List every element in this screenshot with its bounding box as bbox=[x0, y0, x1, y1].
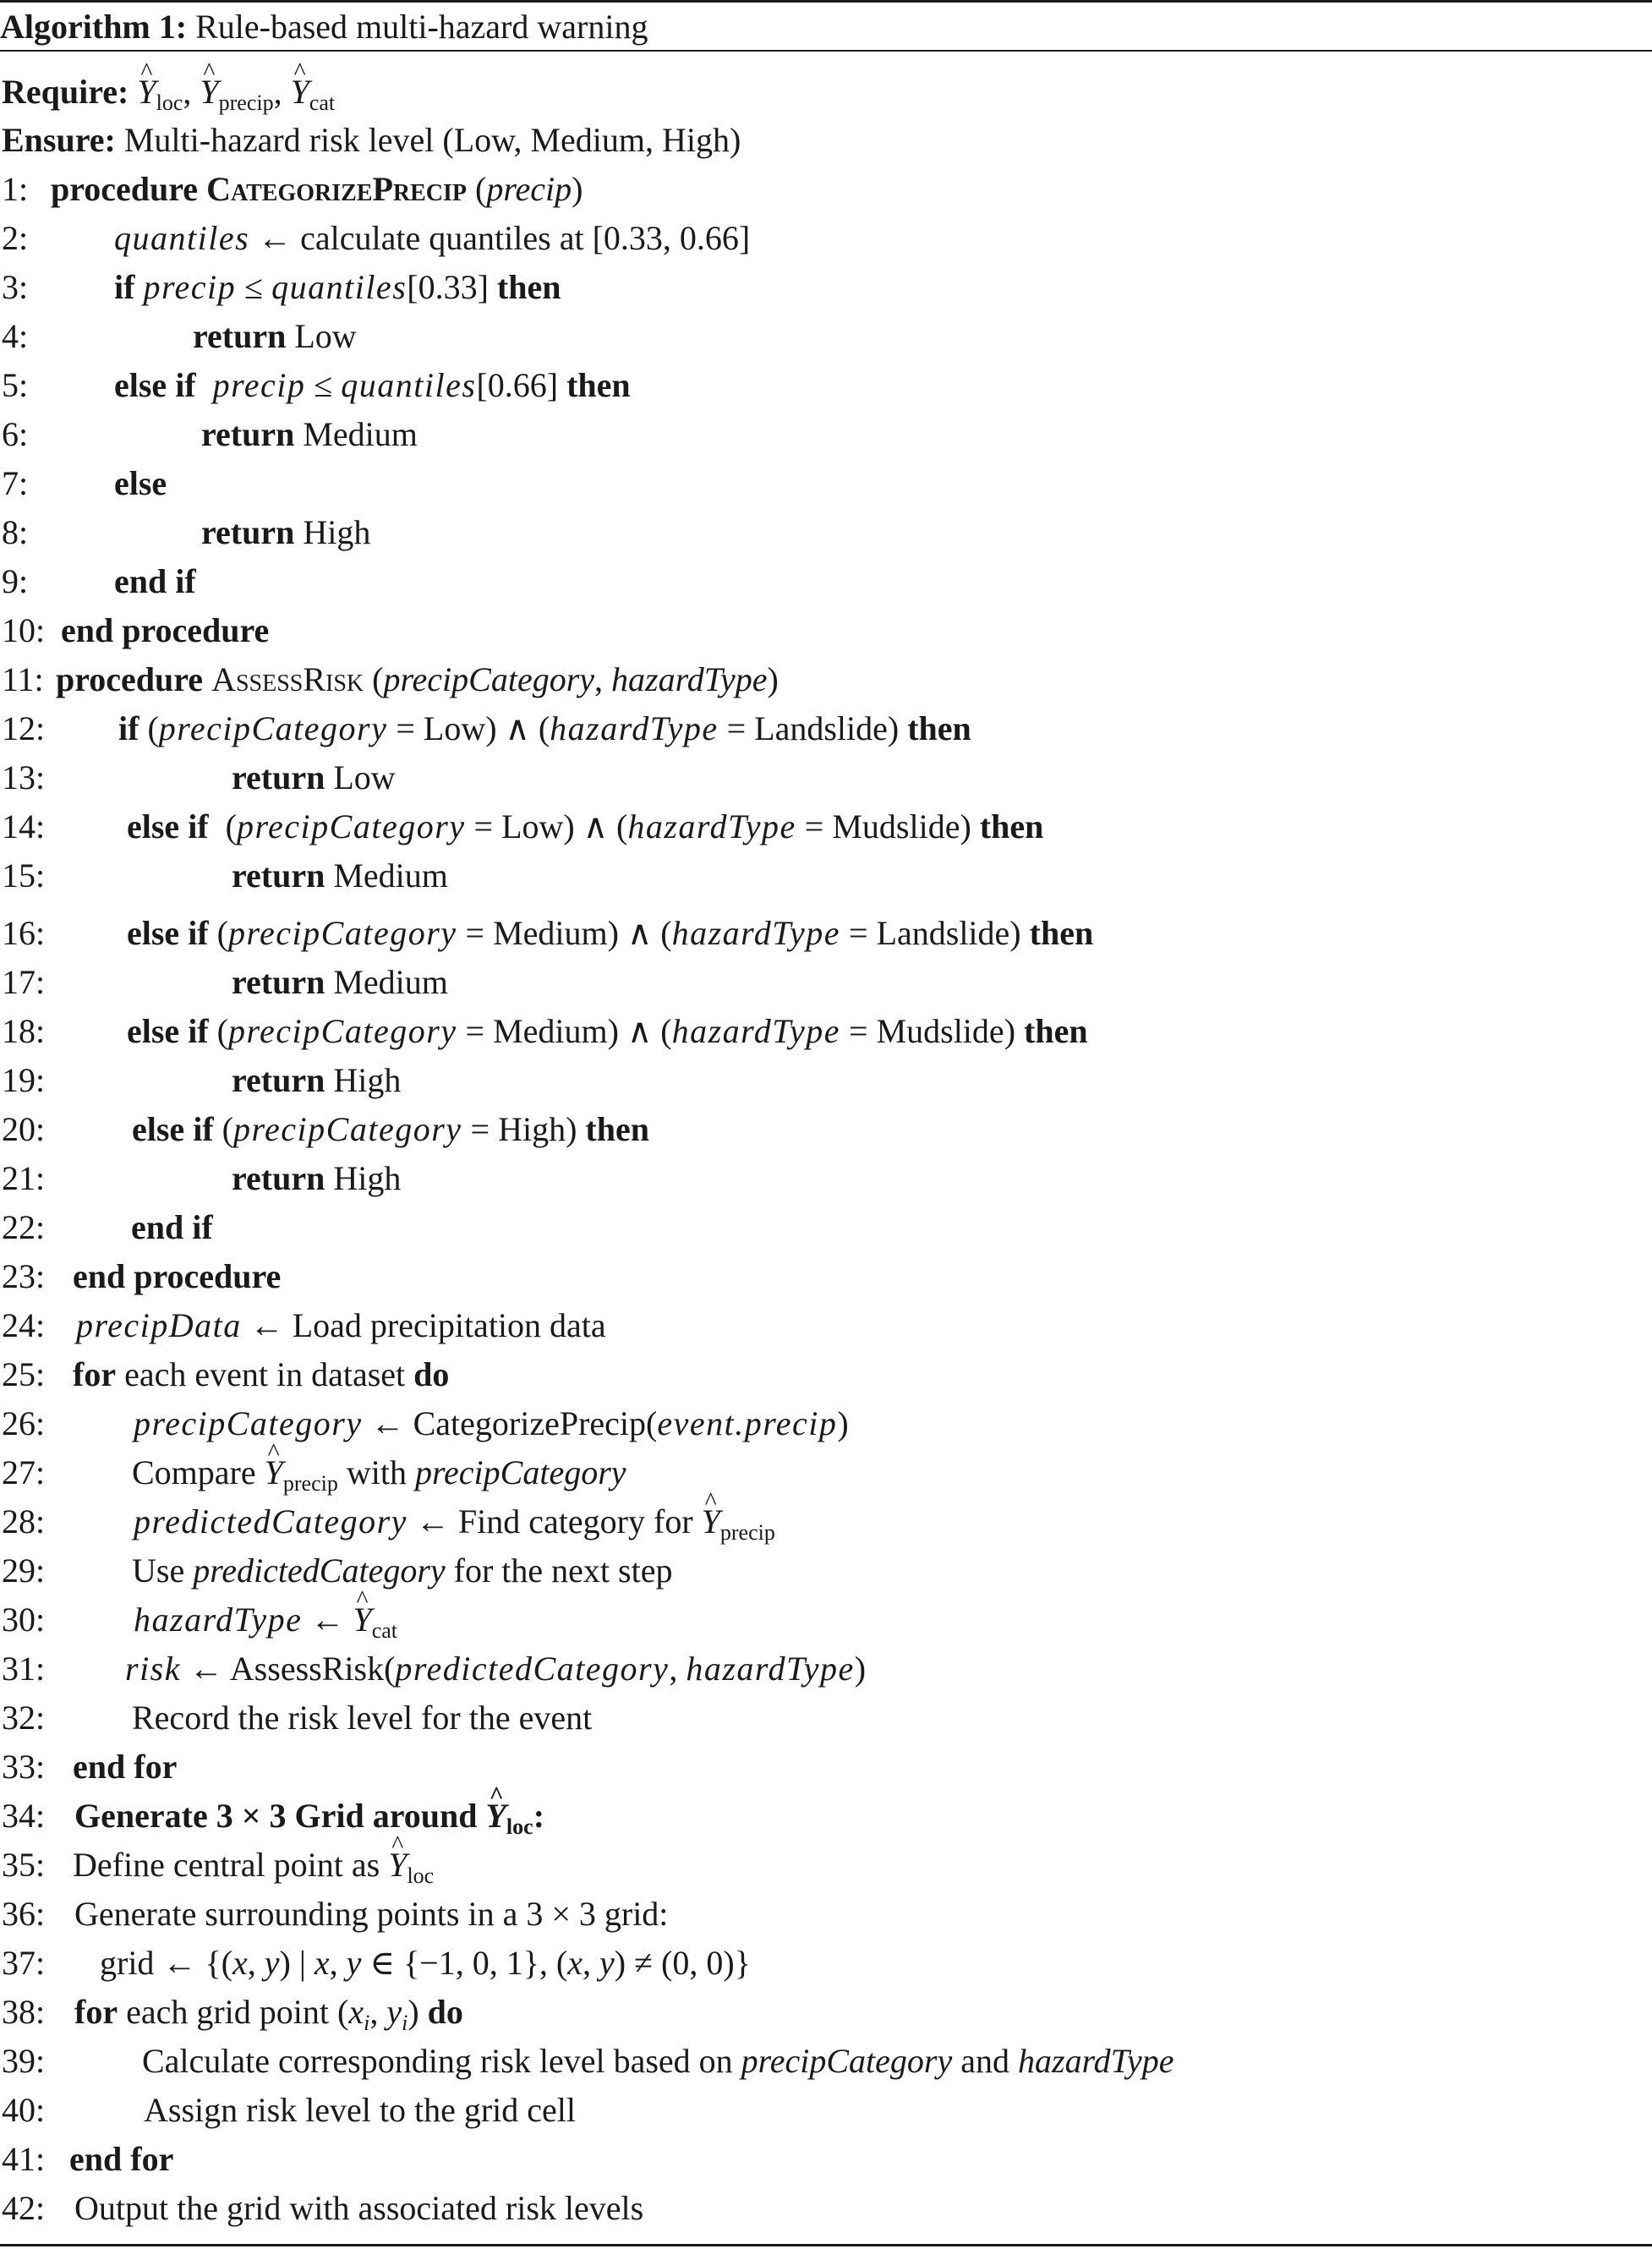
algo-line-12: 12: if (precipCategory = Low) ∧ (hazardType = Landslide) then bbox=[2, 709, 971, 747]
algo-line-37: 37: grid ← {(x, y) | x, y ∈ {−1, 0, 1}, (x, y) ≠ (0, 0)} bbox=[2, 1944, 751, 1982]
algo-line-25: 25: for each event in dataset do bbox=[2, 1355, 450, 1393]
algo-line-28: 28: predictedCategory ← Find category for ^ $Y_{precip}$ bbox=[0, 1497, 1652, 1546]
algo-line-27: 27: Compare ^ $Y_{precip}$ with precipCategory bbox=[0, 1448, 1652, 1497]
algo-line-30: 30: hazardType ← ^ $Y_{cat}$ bbox=[0, 1595, 1652, 1644]
algo-line-41: 41: end for bbox=[2, 2140, 174, 2178]
algorithm-title: Rule-based multi-hazard warning bbox=[195, 8, 648, 46]
algo-line-35: 35: Define central point as ^ $Y_{loc}$ bbox=[0, 1841, 1652, 1890]
algo-line-26: 26: precipCategory ← CategorizePrecip(event.precip) bbox=[2, 1404, 849, 1442]
algo-line-18: 18: else if (precipCategory = Medium) ∧ (hazardType = Mudslide) then bbox=[2, 1012, 1088, 1050]
algo-line-7: 7: else bbox=[2, 464, 167, 502]
algo-line-39: 39: Calculate corresponding risk level based on precipCategory and hazardType bbox=[2, 2042, 1174, 2080]
algo-line-14: 14: else if (precipCategory = Low) ∧ (hazardType = Mudslide) then bbox=[2, 807, 1044, 845]
algo-line-23: 23: end procedure bbox=[2, 1257, 282, 1295]
algo-line-34: 34: Generate 3 × 3 Grid around ^ $Y_{loc}$: bbox=[0, 1792, 1652, 1841]
algo-line-17: 17: return Medium bbox=[2, 963, 448, 1001]
algo-line-38: 38: for each grid point ($x_i$, $y_i$) do bbox=[2, 1993, 463, 2035]
algo-line-13: 13: return Low bbox=[2, 758, 396, 796]
algo-line-42: 42: Output the grid with associated risk levels bbox=[2, 2189, 644, 2227]
algo-line-6: 6: return Medium bbox=[2, 415, 418, 453]
caption-rule bbox=[0, 50, 1652, 52]
algo-line-11: 11: procedure AssessRisk (precipCategory, hazardType) bbox=[2, 660, 779, 698]
algo-line-32: 32: Record the risk level for the event bbox=[2, 1699, 593, 1737]
bottom-rule bbox=[0, 2244, 1652, 2246]
algo-line-21: 21: return High bbox=[2, 1159, 402, 1197]
algo-line-31: 31: risk ← AssessRisk(predictedCategory, hazardType) bbox=[2, 1650, 867, 1688]
algo-line-9: 9: end if bbox=[2, 562, 196, 600]
algo-line-3: 3: if precip ≤ quantiles[0.33] then bbox=[2, 268, 561, 306]
algo-line-4: 4: return Low bbox=[2, 317, 357, 355]
algo-line-36: 36: Generate surrounding points in a 3 × 3 grid: bbox=[2, 1895, 669, 1933]
algorithm-caption: Algorithm 1: Rule-based multi-hazard warning bbox=[0, 8, 648, 46]
algo-line-2: 2: quantiles ← calculate quantiles at [0.33, 0.66] bbox=[2, 219, 751, 257]
algo-line-5: 5: else if precip ≤ quantiles[0.66] then bbox=[2, 366, 631, 404]
algo-line-29: 29: Use predictedCategory for the next step bbox=[2, 1551, 673, 1590]
algo-line-22: 22: end if bbox=[2, 1208, 213, 1246]
require-line: Require: ^ $Y_{loc}$, ^ $Y_{precip}$, ^ $Y_{cat}$ bbox=[0, 68, 1652, 117]
top-rule bbox=[0, 0, 1652, 3]
ensure-line: Ensure: Multi-hazard risk level (Low, Medium, High) bbox=[2, 121, 741, 159]
algo-line-20: 20: else if (precipCategory = High) then bbox=[2, 1110, 649, 1148]
algo-line-40: 40: Assign risk level to the grid cell bbox=[2, 2091, 577, 2129]
algo-line-24: 24: precipData ← Load precipitation data bbox=[2, 1306, 606, 1344]
algo-line-33: 33: end for bbox=[2, 1748, 178, 1786]
algo-line-16: 16: else if (precipCategory = Medium) ∧ (hazardType = Landslide) then bbox=[2, 914, 1094, 952]
algo-line-8: 8: return High bbox=[2, 513, 371, 551]
algo-line-15: 15: return Medium bbox=[2, 856, 448, 895]
algo-line-19: 19: return High bbox=[2, 1061, 402, 1099]
algo-line-1: 1: procedure CategorizePrecip (precip) bbox=[2, 170, 583, 208]
algo-line-10: 10: end procedure bbox=[2, 611, 270, 649]
